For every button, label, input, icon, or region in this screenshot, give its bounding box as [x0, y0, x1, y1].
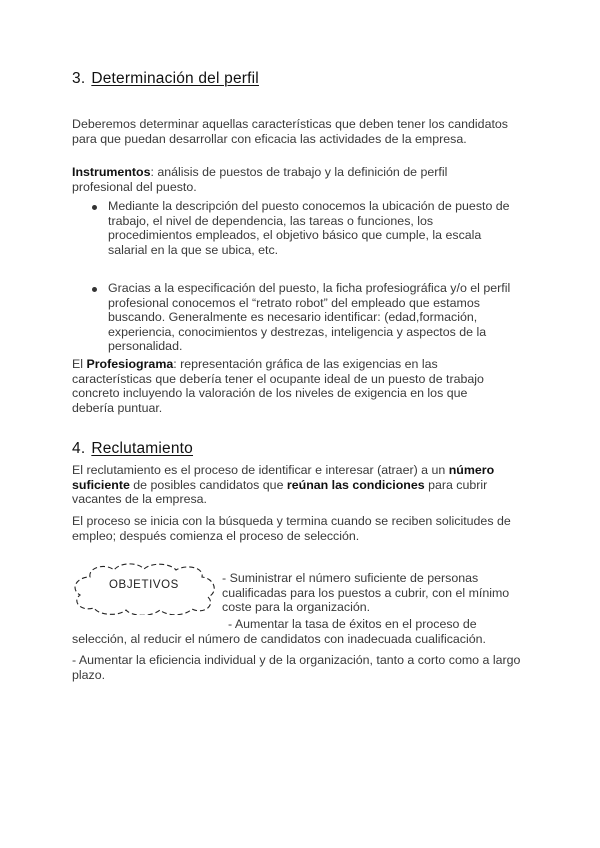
- profesiograma-label: Profesiograma: [86, 357, 174, 371]
- objetivo-2-line1: - Aumentar la tasa de éxitos en el proceso de: [228, 617, 477, 631]
- numero-suficiente-bold: número suficiente: [72, 463, 495, 492]
- section-3-intro: Deberemos determinar aquellas características que deben tener los candidatos para que puedan desarrollar con eficacia las actividades de la empresa.: [72, 117, 508, 146]
- profesiograma-text: : representación gráfica de las exigencias en las características que debería tener el ocupante ideal de un puesto de trabajo concreto incluyendo la valoración de los niveles de exigencia en los que debería puntuar.: [72, 357, 484, 415]
- instrumentos-label: Instrumentos: [72, 165, 151, 179]
- bullet-dot-2: [92, 287, 97, 292]
- reunan-condiciones-bold: reúnan las condiciones: [286, 477, 425, 492]
- objetivo-2-line2: selección, al reducir el número de candidatos con inadecuada cualificación.: [72, 632, 486, 646]
- section-3-heading: [72, 70, 259, 88]
- bullet-item-2: Gracias a la especificación del puesto, la ficha profesiográfica y/o el perfil profesional conocemos el “retrato robot” del empleado que estamos buscando. Generalmente es necesario identificar: (edad,formación, experiencia, conocimientos y destrezas, inteligencia y aspectos de la personalidad.: [108, 281, 511, 354]
- profesiograma-prefix: El: [72, 357, 87, 371]
- objetivos-label: OBJETIVOS: [109, 579, 179, 591]
- section-4-number: 4.: [72, 440, 86, 457]
- reclutamiento-text-c: de posibles candidatos que: [129, 477, 287, 492]
- reclutamiento-text-a: El reclutamiento es el proceso de identificar e interesar (atraer) a un: [72, 463, 449, 477]
- bullet-dot-1: [92, 205, 97, 210]
- objetivo-3: - Aumentar la eficiencia individual y de la organización, tanto a corto como a largo plazo.: [72, 653, 521, 682]
- instrumentos-paragraph: [72, 165, 472, 194]
- reclutamiento-text-e: para cubrir vacantes de la empresa.: [72, 477, 488, 507]
- section-3-number: 3.: [72, 70, 86, 87]
- instrumentos-text: : análisis de puestos de trabajo y la definición de perfil profesional del puesto.: [72, 165, 448, 194]
- reclutamiento-paragraph: [72, 463, 517, 507]
- section-3-title: Determinación del perfil: [91, 70, 259, 87]
- section-4-heading: [72, 440, 193, 458]
- section-4-title: Reclutamiento: [91, 440, 194, 457]
- objetivo-1: - Suministrar el número suficiente de personas cualificadas para los puestos a cubrir, con el mínimo coste para la organización.: [222, 571, 510, 615]
- profesiograma-paragraph: [72, 357, 512, 415]
- bullet-item-1: Mediante la descripción del puesto conocemos la ubicación de puesto de trabajo, el nivel de dependencia, las tareas o funciones, los procedimientos empleados, el objetivo básico que cumple, la escala salarial en la que se ubica, etc.: [108, 199, 510, 257]
- proceso-paragraph: El proceso se inicia con la búsqueda y termina cuando se reciben solicitudes de empleo; después comienza el proceso de selección.: [72, 514, 511, 543]
